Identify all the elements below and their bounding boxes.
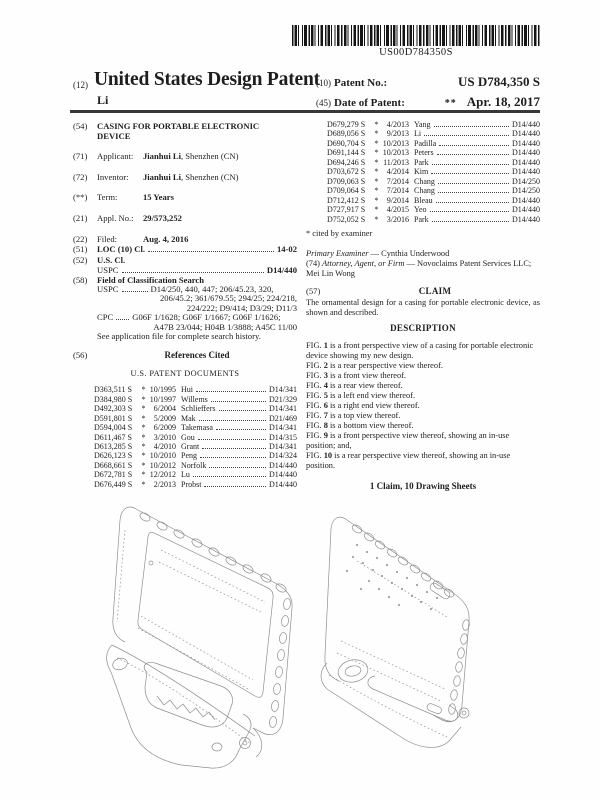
fig-text: is a left end view thereof. bbox=[329, 390, 416, 400]
dotted-leader bbox=[438, 192, 509, 193]
field-search-label: Field of Classification Search bbox=[97, 274, 205, 285]
patent-number: D672,781 S bbox=[94, 470, 133, 480]
patent-number: D594,004 S bbox=[94, 423, 133, 433]
patent-date: 7/2014 bbox=[386, 176, 409, 186]
patent-date: 9/2014 bbox=[386, 195, 409, 205]
section-51-loc bbox=[73, 244, 297, 254]
patent-number: D591,801 S bbox=[94, 413, 133, 423]
examiner-cited-star: * bbox=[374, 129, 379, 139]
patent-reference-row bbox=[94, 414, 297, 423]
patent-no-value: US D784,350 S bbox=[458, 74, 540, 89]
examiner-cited-star: * bbox=[374, 195, 379, 205]
patent-number: D626,123 S bbox=[94, 451, 133, 461]
patentee-name: Mak bbox=[181, 413, 196, 423]
patent-date: 10/2013 bbox=[382, 138, 409, 148]
patent-number: D703,672 S bbox=[327, 167, 366, 177]
patentee-name: Probst bbox=[181, 479, 202, 489]
fig-number: 1 bbox=[323, 340, 328, 350]
figure-description bbox=[306, 451, 540, 471]
term-label: Term: bbox=[97, 192, 118, 203]
patent-class: D14/324 bbox=[269, 451, 297, 461]
filed-value: Aug. 4, 2016 bbox=[143, 234, 189, 244]
patent-class: D14/341 bbox=[269, 423, 297, 433]
right-column bbox=[306, 120, 540, 491]
patent-reference-row bbox=[327, 167, 540, 176]
patent-reference-row bbox=[94, 423, 297, 432]
patent-number: D679,279 S bbox=[327, 120, 366, 129]
patent-reference-row bbox=[94, 442, 297, 451]
inventor-value bbox=[143, 172, 297, 182]
patent-reference-row bbox=[94, 404, 297, 413]
fig-label: FIG. bbox=[306, 410, 322, 420]
fig-number: 2 bbox=[323, 360, 328, 370]
patentee-name: Takemasa bbox=[181, 423, 213, 433]
patent-class: D14/440 bbox=[512, 205, 540, 215]
patent-reference-row bbox=[327, 120, 540, 129]
patent-number: D613,285 S bbox=[94, 442, 133, 451]
dotted-leader bbox=[193, 476, 266, 477]
figure-description bbox=[306, 371, 540, 381]
figure-description bbox=[306, 401, 540, 411]
us-patent-documents-heading: U.S. PATENT DOCUMENTS bbox=[130, 368, 240, 378]
dotted-leader bbox=[122, 291, 148, 292]
date-code: (45) bbox=[316, 98, 331, 108]
patentee-name: Lu bbox=[181, 470, 190, 480]
patent-date: 7/2014 bbox=[386, 186, 409, 196]
fig-text: is a right end view thereof. bbox=[329, 400, 420, 410]
patentee-name: Kim bbox=[414, 167, 429, 177]
patent-number-row bbox=[316, 74, 540, 90]
dotted-leader bbox=[432, 164, 509, 165]
cpc-classes-2: A47B 23/044; H04B 1/3888; A45C 11/00 bbox=[153, 321, 297, 332]
patent-number: D752,052 S bbox=[327, 214, 366, 224]
fig-number: 5 bbox=[323, 390, 328, 400]
patent-reference-row bbox=[327, 148, 540, 157]
fig-text: is a rear perspective view thereof. bbox=[329, 360, 443, 370]
patent-date: 4/2015 bbox=[386, 205, 409, 215]
patent-number: D694,246 S bbox=[327, 157, 366, 167]
patent-number: D363,511 S bbox=[94, 385, 132, 395]
patent-class: D14/440 bbox=[512, 120, 540, 129]
section-number: (52) bbox=[73, 254, 88, 265]
patent-number: D611,467 S bbox=[94, 432, 132, 442]
patent-class: D14/341 bbox=[269, 385, 297, 395]
patent-date: 10/2012 bbox=[149, 460, 176, 470]
examiner-cited-star: * bbox=[374, 205, 379, 215]
inventor-location: , Shenzhen (CN) bbox=[180, 171, 239, 182]
patent-date: 9/2013 bbox=[386, 129, 409, 139]
patentee-name: Chang bbox=[414, 176, 435, 186]
filed-label: Filed: bbox=[97, 234, 118, 244]
section-number: (51) bbox=[73, 244, 88, 255]
patent-date: 4/2013 bbox=[386, 120, 409, 129]
attorney-line bbox=[306, 259, 540, 279]
us-cl-block bbox=[97, 255, 297, 276]
patent-reference-row bbox=[327, 139, 540, 148]
patent-class: D14/440 bbox=[512, 157, 540, 167]
examiner-cited-star: * bbox=[141, 460, 146, 470]
section-71-applicant bbox=[73, 151, 297, 161]
applicant-label: Applicant: bbox=[97, 150, 134, 161]
patent-reference-row bbox=[94, 385, 297, 394]
barcode bbox=[292, 25, 540, 58]
examiner-cited-star: * bbox=[374, 148, 379, 158]
patent-number: D492,303 S bbox=[94, 404, 133, 414]
section-21-appl-no bbox=[73, 213, 297, 223]
patent-number: D676,449 S bbox=[94, 479, 133, 489]
dotted-leader bbox=[116, 319, 129, 320]
header-right-block bbox=[316, 74, 540, 110]
fig-label: FIG. bbox=[306, 450, 322, 460]
examiner-cited-star: * bbox=[141, 442, 146, 451]
dotted-leader bbox=[430, 211, 509, 212]
patent-date: 3/2010 bbox=[153, 432, 176, 442]
dotted-leader bbox=[200, 457, 266, 458]
patent-class: D14/440 bbox=[512, 129, 540, 139]
fig-text: is a top view thereof. bbox=[329, 410, 401, 420]
invention-title: CASING FOR PORTABLE ELECTRONIC DEVICE bbox=[97, 121, 260, 142]
patentee-name: Yang bbox=[414, 120, 431, 129]
date-stars: ** bbox=[444, 98, 457, 109]
patent-date-row bbox=[316, 94, 540, 110]
fig-label: FIG. bbox=[306, 390, 322, 400]
uspc-classes-2: 206/45.2; 361/679.55; 294/25; 224/218, bbox=[159, 293, 297, 304]
dotted-leader bbox=[434, 126, 509, 127]
patentee-name: Chang bbox=[414, 186, 435, 196]
patentee-name: Grant bbox=[181, 442, 200, 451]
fig-number: 9 bbox=[323, 430, 328, 440]
patent-date: 4/2010 bbox=[153, 442, 176, 451]
section-22-filed bbox=[73, 234, 297, 244]
claim-heading-row bbox=[306, 286, 540, 296]
examiner-name: — Cynthia Underwood bbox=[370, 248, 450, 258]
patent-class: D14/440 bbox=[512, 167, 540, 177]
field-search-block bbox=[97, 276, 297, 342]
references-cited-heading: References Cited bbox=[164, 350, 230, 361]
patentee-name: Willems bbox=[181, 394, 208, 404]
patent-reference-row bbox=[94, 395, 297, 404]
section-72-inventor bbox=[73, 172, 297, 182]
patent-date: 3/2016 bbox=[386, 214, 409, 224]
patent-class: D14/341 bbox=[269, 404, 297, 414]
rear-perspective-casing-drawing bbox=[317, 513, 497, 751]
fig-number: 4 bbox=[323, 380, 328, 390]
description-heading: DESCRIPTION bbox=[390, 323, 456, 334]
uspc-classes-1: D14/250, 440, 447; 206/45.23, 320, bbox=[150, 284, 274, 295]
patent-no-code: (10) bbox=[316, 78, 331, 88]
examiner-cited-star: * bbox=[141, 423, 146, 433]
date-value bbox=[405, 94, 540, 110]
section-number: (**) bbox=[73, 192, 88, 203]
fig-label: FIG. bbox=[306, 370, 322, 380]
examiner-cited-star: * bbox=[374, 186, 379, 196]
patent-date: 10/2010 bbox=[149, 451, 176, 461]
attorney-label: Attorney, Agent, or Firm bbox=[322, 258, 405, 268]
date-label: Date of Patent: bbox=[334, 97, 405, 109]
patent-number: D712,412 S bbox=[327, 195, 366, 205]
dotted-leader bbox=[196, 391, 266, 392]
patent-reference-row bbox=[94, 433, 297, 442]
patent-reference-row bbox=[327, 205, 540, 214]
dotted-leader bbox=[148, 251, 274, 252]
figure-description bbox=[306, 431, 540, 451]
dotted-leader bbox=[216, 429, 266, 430]
patent-number: D690,704 S bbox=[327, 138, 366, 148]
patentee-name: Peters bbox=[414, 148, 434, 158]
figure-descriptions bbox=[306, 341, 540, 471]
section-58-field-search bbox=[73, 276, 297, 342]
section-number: (21) bbox=[73, 213, 88, 224]
patent-reference-row bbox=[327, 158, 540, 167]
dotted-leader bbox=[204, 486, 266, 487]
fig-text: is a front view thereof. bbox=[329, 370, 407, 380]
patent-class: D14/440 bbox=[512, 148, 540, 158]
fig-label: FIG. bbox=[306, 400, 322, 410]
attorney-firm: — Novoclaims Patent Services LLC; Mei Lin Wong bbox=[306, 258, 532, 278]
patent-reference-row bbox=[327, 215, 540, 224]
applicant-value bbox=[143, 151, 297, 161]
patent-date: 11/2013 bbox=[383, 157, 409, 167]
uspc-label: USPC bbox=[97, 265, 119, 276]
patent-class: D14/440 bbox=[269, 470, 297, 480]
fig-label: FIG. bbox=[306, 380, 322, 390]
dotted-leader bbox=[432, 221, 509, 222]
claim-heading: CLAIM bbox=[418, 285, 452, 296]
barcode-text: US00D784350S bbox=[379, 47, 453, 58]
patent-reference-row bbox=[327, 186, 540, 195]
patent-date: 10/2013 bbox=[382, 148, 409, 158]
appl-no-value: 29/573,252 bbox=[143, 213, 182, 224]
left-column bbox=[73, 121, 297, 489]
patent-class: D21/329 bbox=[269, 394, 297, 404]
dotted-leader bbox=[209, 467, 266, 468]
patent-number: D689,056 S bbox=[327, 129, 366, 139]
patent-reference-row bbox=[327, 177, 540, 186]
examiner-cited-star: * bbox=[374, 120, 379, 129]
fig-text: is a front perspective view thereof, showing an in-use position; and, bbox=[306, 430, 510, 450]
search-history-note: See application file for complete search history. bbox=[97, 331, 261, 342]
patentee-name: Schlieffers bbox=[181, 404, 216, 414]
dotted-leader bbox=[436, 202, 509, 203]
inventor-label: Inventor: bbox=[97, 171, 129, 182]
uspc-value: D14/440 bbox=[266, 265, 297, 276]
patent-class: D14/440 bbox=[512, 138, 540, 148]
examiner-cited-star: * bbox=[141, 394, 146, 404]
examiner-cited-star: * bbox=[141, 451, 146, 461]
fig-label: FIG. bbox=[306, 340, 322, 350]
dotted-leader bbox=[438, 183, 509, 184]
section-number: (58) bbox=[73, 274, 88, 285]
figure-description bbox=[306, 341, 540, 361]
primary-examiner-line bbox=[306, 249, 540, 259]
dotted-leader bbox=[424, 135, 509, 136]
section-number: (57) bbox=[306, 285, 321, 296]
patentee-name: Bleau bbox=[414, 195, 433, 205]
patent-number: D691,144 S bbox=[327, 148, 366, 158]
examiner-cited-star: * bbox=[141, 470, 146, 480]
barcode-image bbox=[292, 25, 540, 46]
patent-class: D14/250 bbox=[512, 186, 540, 196]
patentee-name: Li bbox=[414, 129, 422, 139]
claim-text: The ornamental design for a casing for portable electronic device, as shown and described. bbox=[306, 298, 540, 318]
section-number: (22) bbox=[73, 234, 88, 244]
dotted-leader bbox=[202, 448, 266, 449]
patentee-name: Gou bbox=[181, 432, 195, 442]
dotted-leader bbox=[431, 173, 509, 174]
loc-value: 14-02 bbox=[276, 244, 297, 255]
examiner-cited-star: * bbox=[141, 404, 146, 414]
fig-label: FIG. bbox=[306, 420, 322, 430]
patent-reference-row bbox=[94, 470, 297, 479]
patentee-name: Peng bbox=[181, 451, 197, 461]
claims-sheets-footer: 1 Claim, 10 Drawing Sheets bbox=[369, 480, 477, 491]
fig-text: is a bottom view thereof. bbox=[329, 420, 414, 430]
date-text: Apr. 18, 2017 bbox=[466, 94, 540, 109]
header-divider bbox=[70, 110, 540, 113]
applicant-name: Jianhui Li bbox=[143, 150, 181, 161]
patent-reference-row bbox=[327, 196, 540, 205]
patent-no-label: Patent No.: bbox=[334, 77, 388, 89]
left-patent-table bbox=[73, 385, 297, 489]
patent-date: 6/2004 bbox=[153, 404, 176, 414]
examiner-cited-star: * bbox=[141, 385, 146, 395]
fig-text: is a rear view thereof. bbox=[329, 380, 403, 390]
appl-no-label: Appl. No.: bbox=[97, 213, 134, 224]
figure-description bbox=[306, 381, 540, 391]
figure-description bbox=[306, 361, 540, 371]
term-value: 15 Years bbox=[143, 192, 174, 203]
uspc-classes-3: 224/222; D9/414; D3/29; D11/3 bbox=[186, 302, 297, 313]
patentee-name: Padilla bbox=[414, 138, 437, 148]
examiner-cited-star: * bbox=[141, 432, 146, 442]
figure-description bbox=[306, 411, 540, 421]
figure-description bbox=[306, 391, 540, 401]
section-number: (74) bbox=[306, 258, 320, 268]
page-title: United States Design Patent bbox=[94, 69, 320, 90]
section-number: (72) bbox=[73, 171, 88, 182]
fig-number: 3 bbox=[323, 370, 328, 380]
patent-number: D727,917 S bbox=[327, 205, 366, 215]
patent-date: 10/1997 bbox=[149, 394, 176, 404]
patent-number: D709,064 S bbox=[327, 186, 366, 196]
loc-label: LOC (10) Cl. bbox=[97, 244, 145, 255]
front-perspective-casing-drawing bbox=[105, 500, 300, 772]
fig-number: 6 bbox=[323, 400, 328, 410]
dotted-leader bbox=[198, 439, 266, 440]
fig-label: FIG. bbox=[306, 360, 322, 370]
applicant-location: , Shenzhen (CN) bbox=[180, 150, 239, 161]
patent-number: D709,063 S bbox=[327, 176, 366, 186]
dotted-leader bbox=[122, 272, 264, 273]
patent-class: D14/440 bbox=[269, 479, 297, 489]
dotted-leader bbox=[199, 420, 266, 421]
fig-text: is a rear perspective view thereof, showing an in-use position. bbox=[306, 450, 511, 470]
fig-number: 10 bbox=[323, 450, 333, 460]
section-number: (56) bbox=[73, 350, 88, 361]
patent-date: 12/2012 bbox=[149, 470, 176, 480]
dotted-leader bbox=[437, 154, 509, 155]
examiner-cited-star: * bbox=[374, 176, 379, 186]
cited-by-examiner-note: * cited by examiner bbox=[306, 228, 373, 238]
examiner-cited-star: * bbox=[374, 167, 379, 177]
patent-class: D14/440 bbox=[512, 214, 540, 224]
examiner-label: Primary Examiner bbox=[306, 248, 369, 258]
patent-class: D14/440 bbox=[269, 460, 297, 470]
patent-class: D21/469 bbox=[269, 413, 297, 423]
section-52-us-cl bbox=[73, 255, 297, 276]
patent-date: 10/1995 bbox=[149, 385, 176, 395]
patent-number: D668,661 S bbox=[94, 460, 133, 470]
patent-date: 5/2009 bbox=[153, 413, 176, 423]
figure-description bbox=[306, 421, 540, 431]
patent-class: D14/440 bbox=[512, 195, 540, 205]
patent-date: 6/2009 bbox=[153, 423, 176, 433]
fig-number: 7 bbox=[323, 410, 328, 420]
kind-code-number: (12) bbox=[73, 80, 88, 90]
dotted-leader bbox=[211, 401, 266, 402]
cpc-classes-1: G06F 1/1628; G06F 1/1667; G06F 1/1626; bbox=[132, 312, 281, 323]
inventor-name: Jianhui Li bbox=[143, 171, 181, 182]
section-number: (71) bbox=[73, 150, 88, 161]
examiner-cited-star: * bbox=[374, 138, 379, 148]
patent-reference-row bbox=[327, 129, 540, 138]
fig-number: 8 bbox=[323, 420, 328, 430]
dotted-leader bbox=[439, 145, 509, 146]
us-cl-label: U.S. Cl. bbox=[97, 254, 126, 265]
patent-number: D384,980 S bbox=[94, 394, 133, 404]
patent-class: D14/341 bbox=[269, 442, 297, 451]
patentee-name: Park bbox=[414, 157, 429, 167]
dotted-leader bbox=[219, 410, 266, 411]
examiner-cited-star: * bbox=[374, 214, 379, 224]
section-term bbox=[73, 192, 297, 202]
fig-text: is a front perspective view of a casing for portable electronic device showing my new design. bbox=[306, 340, 534, 360]
examiner-cited-star: * bbox=[141, 479, 146, 489]
section-number: (54) bbox=[73, 121, 88, 131]
patent-date: 4/2014 bbox=[386, 167, 409, 177]
patentee-name: Park bbox=[414, 214, 429, 224]
patent-reference-row bbox=[94, 480, 297, 489]
fig-label: FIG. bbox=[306, 430, 322, 440]
examiner-cited-star: * bbox=[141, 413, 146, 423]
section-54-title bbox=[73, 121, 297, 142]
section-56-references bbox=[73, 350, 297, 360]
patentee-name: Yeo bbox=[414, 205, 427, 215]
loc-line bbox=[97, 244, 297, 254]
patent-class: D14/250 bbox=[512, 176, 540, 186]
uspc-label: USPC bbox=[97, 284, 119, 295]
patent-date: 2/2013 bbox=[153, 479, 176, 489]
cpc-label: CPC bbox=[97, 312, 114, 323]
right-patent-table bbox=[306, 120, 540, 224]
examiner-cited-star: * bbox=[374, 157, 379, 167]
patentee-name: Hui bbox=[181, 385, 193, 395]
patent-class: D14/315 bbox=[269, 432, 297, 442]
patent-reference-row bbox=[94, 461, 297, 470]
patent-reference-row bbox=[94, 451, 297, 460]
patentee-name: Norfolk bbox=[181, 460, 207, 470]
inventor-surname: Li bbox=[97, 93, 109, 107]
